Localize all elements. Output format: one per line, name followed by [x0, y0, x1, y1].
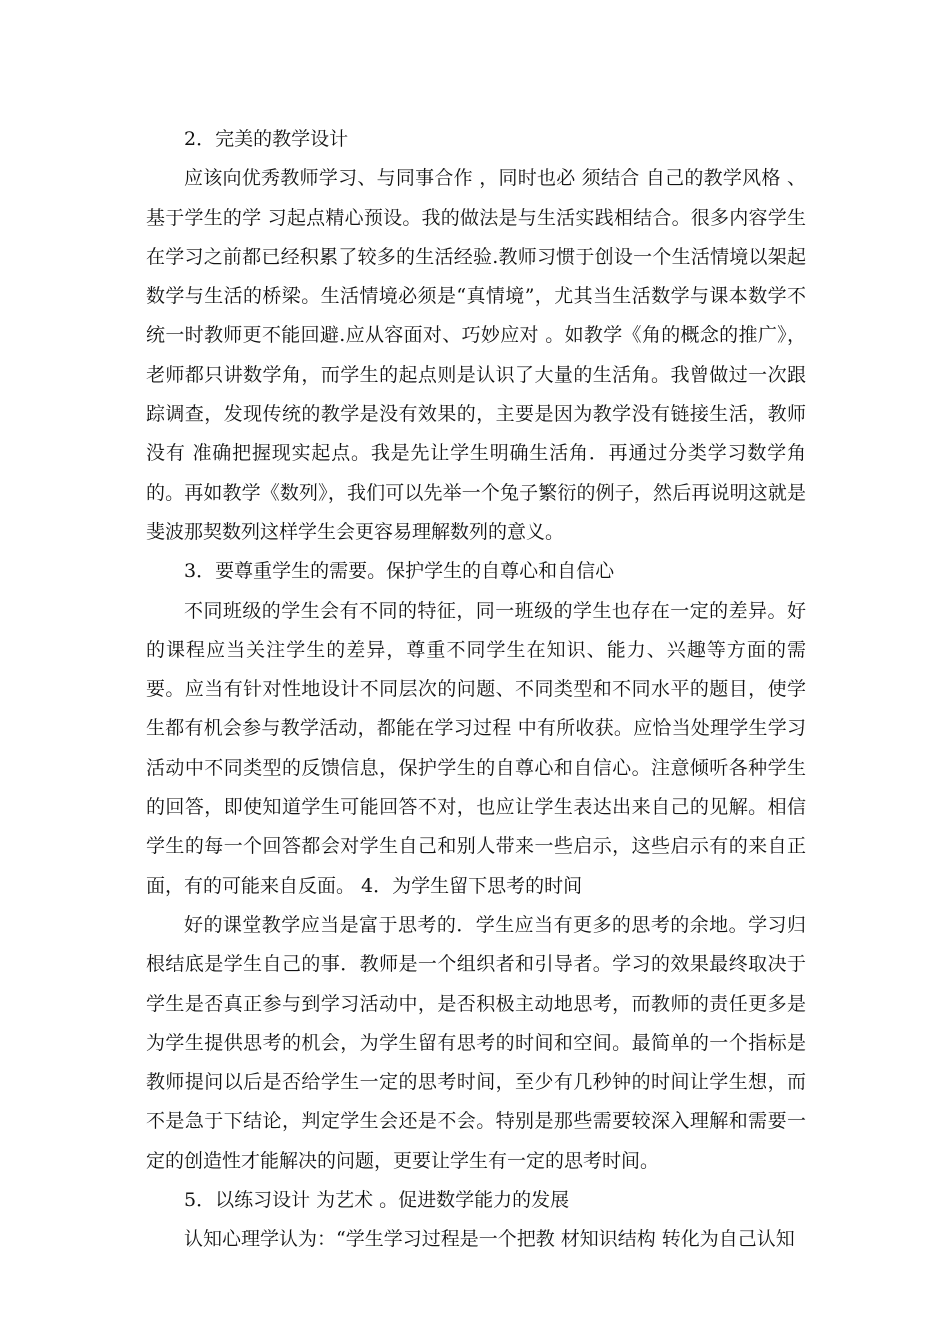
section-heading-2: 2．完美的教学设计 — [184, 128, 349, 150]
body-paragraph: 好的课堂教学应当是富于思考的．学生应当有更多的思考的余地。学习归根结底是学生自己的事．教师是一个组织者和引导者。学习的效果最终取决于学生是否真正参与到学习活动中，是否积极主动地思考，而教师的责任更多是为学生提供思考的机会，为学生留有思考的时间和空间。最简单的一个指标是教师提问以后是否给学生一定的思考时间，至少有几秒钟的时间让学生想，而不是急于下结论，判定学生会还是不会。特别是那些需要较深入理解和需要一定的创造性才能解决的问题，更要让学生有一定的思考时间。 — [146, 913, 806, 1172]
section-heading-3: 3．要尊重学生的需要。保护学生的自尊心和自信心 — [184, 560, 615, 583]
body-paragraph: 认知心理学认为：“学生学习过程是一个把教 材知识结构 转化为自己认知 — [184, 1228, 795, 1251]
document-body — [146, 120, 806, 1260]
body-paragraph: 应该向优秀教师学习、与同事合作 ，同时也必 须结合 自己的教学风格 、基于学生的学 习起点精心预设。我的做法是与生活实践相结合。很多内容学生在学习之前都已经积累了较多的生活经验.教师习惯于创设一个生活情境以架起数学与生活的桥梁。生活情境必须是“真情境”，尤其当生活数学与课本数学不统一时教师更不能回避.应从容面对、巧妙应对 。如教学《角的概念的推广》，老师都只讲数学角，而学生的起点则是认识了大量的生活角。我曾做过一次跟踪调查，发现传统的教学是没有效果的，主要是因为教学没有链接生活，教师没有 准确把握现实起点。我是先让学生明确生活角．再通过分类学习数学角的。再如教学《数列》，我们可以先举一个兔子繁衍的例子，然后再说明这就是斐波那契数列这样学生会更容易理解数列的意义。 — [146, 167, 806, 543]
section-heading-5: 5．以练习设计 为艺术 。促进数学能力的发展 — [184, 1189, 570, 1212]
body-paragraph: 不同班级的学生会有不同的特征，同一班级的学生也存在一定的差异。好的课程应当关注学生的差异，尊重不同学生在知识、能力、兴趣等方面的需要。应当有针对性地设计不同层次的问题、不同类型和不同水平的题目，使学生都有机会参与教学活动，都能在学习过程 中有所收获。应恰当处理学生学习活动中不同类型的反馈信息，保护学生的自尊心和自信心。注意倾听各种学生的回答，即使知道学生可能回答不对，也应让学生表达出来自己的见解。相信学生的每一个回答都会对学生自己和别人带来一些启示，这些启示有的来自正面，有的可能来自反面。 4．为学生留下思考的时间 — [146, 599, 806, 897]
